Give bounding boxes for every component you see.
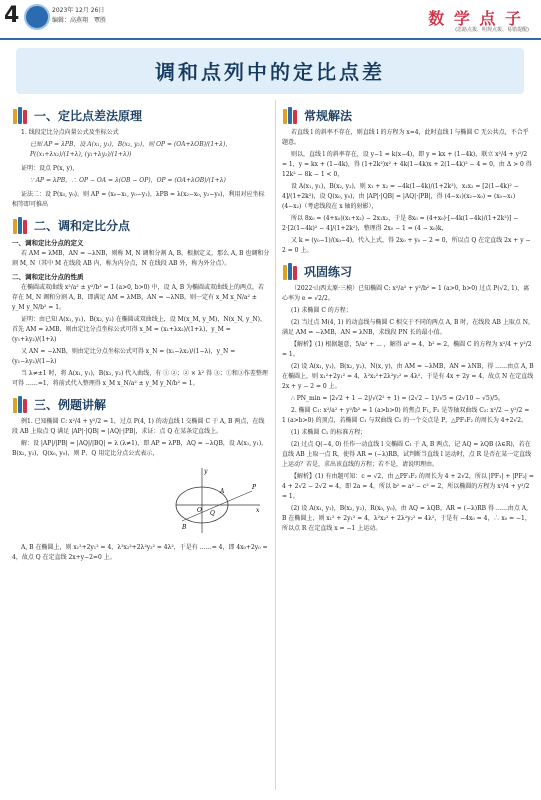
article-title: 调和点列中的定比点差 [155, 60, 385, 84]
definition-text: 若 AM = λMB，AN = −λNB，则称 M, N 调和分割 A, B，根据定义，那么 A, B 也调和分割 M, N（其中 M 在线段 AB 内，称为内分点，N 在线段 AB 外，称为外分点）。 [12, 250, 270, 267]
pencils-icon [12, 395, 30, 413]
title-banner [16, 48, 524, 94]
ellipse-figure [172, 465, 264, 535]
issue-date: 2023年 12月 26日 [52, 7, 105, 14]
page-number: 4 [4, 3, 20, 28]
point-b-label: B [182, 524, 187, 531]
item-1: 1. 线段定比分点向量公式及坐标公式 [21, 129, 119, 136]
exercise-2-part-2: (2) 过点 Q(−4, 0) 任作一动直线 l 交椭圆 C₁ 于 A, B 两点，记 AQ = λQB (λ∈R)，若在直线 AB 上取一点 R，使得 AR = (−λ)RB，试判断当直线 l 运动时，点 R 是否在某一定直线上运动？若是，求出该直线的方程；若不是，请说明理由。 [282, 441, 532, 468]
method-text-2: 则以，直线 l 的斜率存在，设 y−1 = k(x−4)，即 y = kx + (1−4k)，联立 x²/4 + y²/2 = 1，y = kx + (1−4k)，得 (1+2k²)x² + 4k(1−4k)x + 2(1−4k)² − 4 = 0，由 Δ > 0 得 12k² − 8k − 1 < 0， [282, 151, 532, 178]
property-proof-c: 当 λ≠±1 时，将 A(x₁, y₁)，B(x₂, y₂) 代入曲线，有 ① ②；② × λ² 得 ③；①和③作差整理可得 ……=1，将前式代入整理得 x_M x_N/a² ± y_M y_N/b² = 1。 [12, 370, 268, 387]
exercise-2: 2. 椭圆 C₁: x²/a² + y²/b² = 1 (a>b>0) 的焦点 F₁, F₂ 是等轴双曲线 C₂: x²/2 − y²/2 = 1 (a>b>0) 的顶点，若椭圆 C₁ 与双曲线 C₂ 的一个交点是 P，△PF₁F₂ 的周长为 4+2√2。 [282, 407, 530, 424]
editors: 编辑：高燕翔 覃胜 [52, 17, 107, 24]
subheading-definition: 一、调和定比分点的定义 [12, 239, 84, 247]
right-column [282, 100, 534, 536]
method-text-4: 所以 8x₀ = (4+x₀)(x₁+x₂) − 2x₁x₂，于是 8x₀ = (4+x₀)·[−4k(1−4k)/(1+2k²)] − 2·[2(1−4k)² − 4]/(1+2k²)，整理得 2x₀ − 1 = (4 − x₀)k， [282, 215, 519, 232]
section-heading-4: 常规解法 [282, 106, 534, 124]
section-heading-3: 三、例题讲解 [12, 395, 270, 413]
exercise-1-part-2: (2) 当过点 M(4, 1) 的动直线与椭圆 C 相交于不同的两点 A, B 时，在线段 AB 上取点 N，满足 AM = −λMB，AN = λNB，求线段 PN 长的最小值。 [282, 319, 534, 336]
pencils-icon [282, 262, 300, 280]
example-end: A, B 在椭圆上，则 x₁²+2y₁² = 4，λ²x₂²+2λ²y₂² = 4λ²，于是有 ……= 4，即 4x₀+2y₀ = 4，故点 Q 在定直线 2x+y−2=0 上。 [12, 544, 268, 561]
example-solution: 解：设 |AP|/|PB| = |AQ|/|BQ| = λ (λ≠1)，即 AP = λPB，AQ = −λQB，设 A(x₁, y₁)，B(x₂, y₂)，Q(x₀, y₀)，则 P、Q 用定比分点公式表示， [12, 440, 268, 457]
point-a-label: A [220, 488, 225, 495]
column-brand: 数 学 点 子 [428, 9, 523, 28]
property-proof: 证明：由已知 A(x₁, y₁)，B(x₂, y₂) 在椭圆或双曲线上，设 M(x_M, y_M)，N(x_N, y_N)，首先 AM = λMB，则由定比分点坐标公式可得 x_M = (x₁+λx₂)/(1+λ)，y_M = (y₁+λy₂)/(1+λ) [12, 316, 266, 343]
property-proof-b: 又 AN = −λNB，则由定比分点坐标公式可得 x_N = (x₁−λx₂)/(1−λ)，y_N = (y₁−λy₂)/(1−λ) [12, 348, 236, 365]
page-header [0, 0, 541, 40]
method-text-1: 若直线 l 的斜率不存在，则直线 l 的方程为 x=4，此时直线 l 与椭圆 C 无公共点，不合乎题意。 [282, 129, 529, 146]
answer-5: (2) 设 A(x₁, y₁)，B(x₂, y₂)，R(x₀, y₀)，由 AQ = λQB，AR = (−λ)RB 得 ……由点 A, B 在椭圆上，则 x₁² + 2y₁² = 4，λ²x₂² + 2λ²y₂² = 4λ²，于是有 −4x₀ = 4，∴ x₀ = −1，所以点 R 在定直线 x = −1 上运动。 [282, 505, 531, 532]
section-formula: 已知 AP = λPB，设 A(x₁, y₁)，B(x₂, y₂)，则 OP = (OA+λOB)/(1+λ)，P((x₁+λx₂)/(1+λ), (y₁+λy₂)/(1+λ)) [30, 141, 232, 158]
answer-3: ∴ PN_min = |2√2 + 1 − 2|/√(2² + 1) = (2√2 − 1)/√5 = (2√10 − √5)/5。 [291, 395, 504, 402]
section-heading-1: 一、定比点差法原理 [12, 106, 270, 124]
property-text: 在椭圆或双曲线 x²/a² ± y²/b² = 1 (a>0, b>0) 中，设 A, B 为椭圆或双曲线上的两点，若存在 M, N 调和分割 A, B，即满足 AM = λMB，AN = −λNB，则一定有 x_M x_N/a² ± y_M y_N/b² = 1。 [12, 284, 265, 311]
exercise-2-part-1: (1) 求椭圆 C₁ 的标准方程； [291, 429, 367, 436]
newspaper-logo-icon [24, 4, 50, 30]
proof-formula: ∵ AP = λPB，∴ OP − OA = λ(OB − OP)，OP = (OA+λOB)/(1+λ) [30, 177, 226, 184]
left-column [12, 100, 270, 565]
method-text-3: 设 A(x₁, y₁)，B(x₂, y₂)，则 x₁ + x₂ = −4k(1−4k)/(1+2k²)，x₁x₂ = [2(1−4k)² − 4]/(1+2k²)，设 Q(x₀, y₀)，由 |AP|·|QB| = |AQ|·|PB|，得 (4−x₁)(x₂−x₀) = (x₀−x₁)(4−x₂)（考虑线段在 x 轴的射影）， [282, 183, 519, 210]
subheading-property: 二、调和定比分点的性质 [12, 273, 84, 281]
example-1: 例1. 已知椭圆 C: x²/4 + y²/2 = 1，过点 P(4, 1) 的动直线 l 交椭圆 C 于 A, B 两点，在线段 AB 上取点 Q 满足 |AP|·|QB| = |AQ|·|PB|，求证：点 Q 在某条定直线上。 [12, 418, 265, 435]
exercise-1-part-1: (1) 求椭圆 C 的方程； [291, 307, 352, 314]
column-divider [275, 100, 276, 790]
pencils-icon [12, 106, 30, 124]
section-heading-2: 二、调和定比分点 [12, 216, 270, 234]
point-p-label: P [252, 484, 257, 491]
exercise-1: （2022·山西太原·三模）已知椭圆 C: x²/a² + y²/b² = 1 (a>0, b>0) 过点 P(√2, 1)，离心率为 e = √2/2。 [282, 285, 530, 302]
proof-two: 证法二：设 P(x₀, y₀)，则 AP = (x₀−x₁, y₀−y₁)，λPB = λ(x₂−x₀, y₂−y₀)，利用对应坐标相等即可推出 [12, 191, 265, 208]
point-q-label: Q [210, 510, 215, 517]
axis-x-label: x [256, 507, 260, 514]
answer-1: 【解析】(1) 根据题意，5/a² + ... ，解得 a² = 4，b² = 2，椭圆 C 的方程为 x²/4 + y²/2 = 1。 [282, 341, 532, 358]
pencils-icon [12, 216, 30, 234]
method-text-5: 又 k = (y₀−1)/(x₀−4)，代入上式，得 2x₀ + y₀ − 2 = 0，所以点 Q 在定直线 2x + y − 2 = 0 上。 [282, 237, 531, 254]
answer-4: 【解析】(1) 有由题可知：c = √2，由 △PF₁F₂ 的周长为 4 + 2√2，所以 |PF₁| + |PF₂| = 4 + 2√2 − 2√2 = 4，即 2a = 4，所以 b² = a² − c² = 2，所以椭圆的方程为 x²/4 + y²/2 = 1。 [282, 473, 534, 500]
origin-label: O [197, 507, 202, 514]
pencils-icon [282, 106, 300, 124]
column-slogan: (思路点拨、明规点拨、易错提醒) [455, 27, 529, 33]
proof-label: 证明：设点 P(x, y)， [21, 165, 79, 172]
axis-y-label: y [204, 468, 208, 475]
answer-2: (2) 设 A(x₁, y₁)，B(x₂, y₂)，N(x, y)，由 AM = −λMB，AN = λNB，得 ……由点 A, B 在椭圆上，则 x₁²+2y₁² = 4，λ²x₂²+2λ²y₂² = 4λ²，于是有 4x + 2y = 4，故点 N 在定直线 2x + y − 2 = 0 上。 [282, 363, 534, 390]
section-heading-5: 巩固练习 [282, 262, 534, 280]
